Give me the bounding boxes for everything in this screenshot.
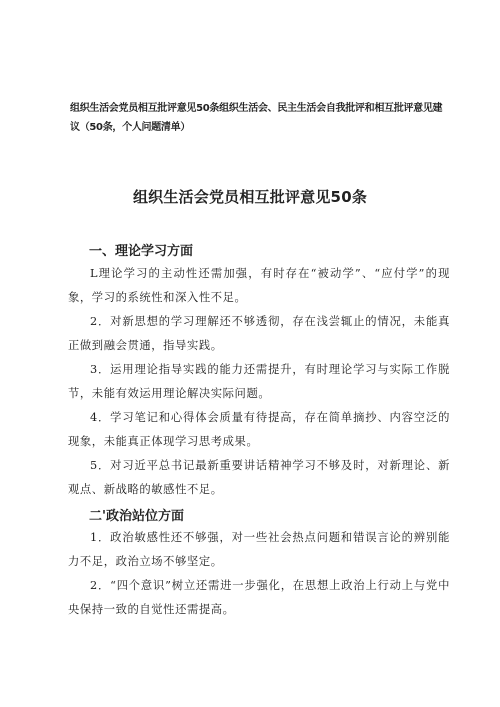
paragraph-item: 2．“四个意识”树立还需进一步强化，在思想上政治上行动上与党中央保持一致的自觉性还需提高。: [68, 579, 450, 616]
paragraph-item: 5．对习近平总书记最新重要讲话精神学习不够及时，对新理论、新观点、新战略的敏感性不足。: [68, 459, 450, 496]
section-heading-political: 二'政治站位方面: [89, 509, 184, 524]
paragraph-item: 2．对新思想的学习理解还不够透彻，存在浅尝辄止的情况，未能真正做到融会贯通，指导实践。: [68, 315, 450, 352]
document-title: 组织生活会党员相互批评意见50条: [132, 188, 368, 206]
paragraph-item: 1．政治敏感性还不够强，对一些社会热点问题和错误言论的辨别能力不足，政治立场不够坚定。: [68, 531, 450, 568]
paragraph-item: 3．运用理论指导实践的能力还需提升，有时理论学习与实际工作脱节，未能有效运用理论解决实际问题。: [68, 363, 450, 400]
paragraph-item: L理论学习的主动性还需加强，有时存在“被动学”、“应付学”的现象，学习的系统性和深入性不足。: [68, 267, 450, 304]
header-note: 组织生活会党员相互批评意见50条组织生活会、民主生活会自我批评和相互批评意见建议（50条，个人问题清单）: [70, 103, 443, 133]
section-heading-theory: 一、理论学习方面: [89, 244, 194, 259]
paragraph-item: 4．学习笔记和心得体会质量有待提高，存在简单摘抄、内容空泛的现象，未能真正体现学习思考成果。: [68, 411, 450, 448]
